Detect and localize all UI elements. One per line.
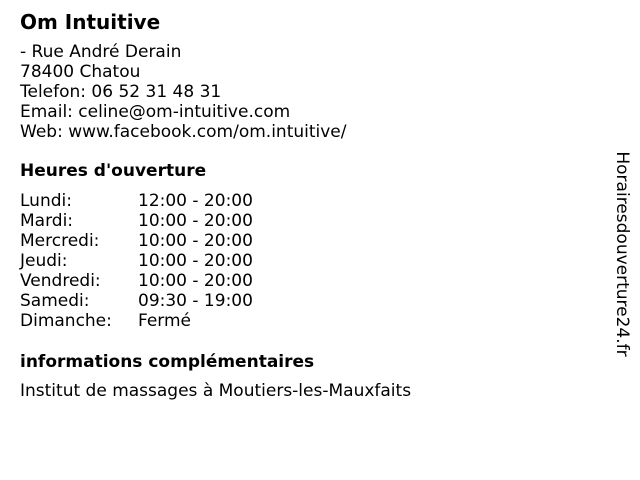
day-label: Samedi: — [20, 291, 90, 311]
day-label: Vendredi: — [20, 271, 101, 291]
time-value: Fermé — [138, 311, 192, 331]
extra-info-heading: informations complémentaires — [20, 352, 315, 372]
business-card — [20, 10, 600, 401]
web-line: Web: www.facebook.com/om.intuitive/ — [20, 122, 347, 142]
hours-row-friday — [20, 271, 600, 291]
hours-row-wednesday — [20, 231, 600, 251]
time-value: 10:00 - 20:00 — [138, 211, 253, 231]
address-city: 78400 Chatou — [20, 62, 141, 82]
hours-row-saturday — [20, 291, 600, 311]
email-line: Email: celine@om-intuitive.com — [20, 102, 291, 122]
phone-line: Telefon: 06 52 31 48 31 — [20, 82, 222, 102]
opening-hours-heading: Heures d'ouverture — [20, 161, 207, 181]
hours-row-tuesday — [20, 211, 600, 231]
hours-row-sunday — [20, 311, 600, 331]
time-value: 10:00 - 20:00 — [138, 271, 253, 291]
hours-row-thursday — [20, 251, 600, 271]
time-value: 12:00 - 20:00 — [138, 191, 253, 211]
day-label: Jeudi: — [20, 251, 68, 271]
address-street: - Rue André Derain — [20, 42, 182, 62]
business-name: Om Intuitive — [20, 10, 161, 34]
site-watermark: Horairesdouverture24.fr — [612, 151, 632, 357]
day-label: Dimanche: — [20, 311, 112, 331]
opening-hours-table — [20, 191, 600, 331]
day-label: Lundi: — [20, 191, 72, 211]
time-value: 10:00 - 20:00 — [138, 231, 253, 251]
day-label: Mercredi: — [20, 231, 100, 251]
time-value: 09:30 - 19:00 — [138, 291, 253, 311]
hours-row-monday — [20, 191, 600, 211]
day-label: Mardi: — [20, 211, 74, 231]
time-value: 10:00 - 20:00 — [138, 251, 253, 271]
extra-info-text: Institut de massages à Moutiers-les-Mauxfaits — [20, 381, 412, 401]
contact-block — [20, 42, 600, 142]
